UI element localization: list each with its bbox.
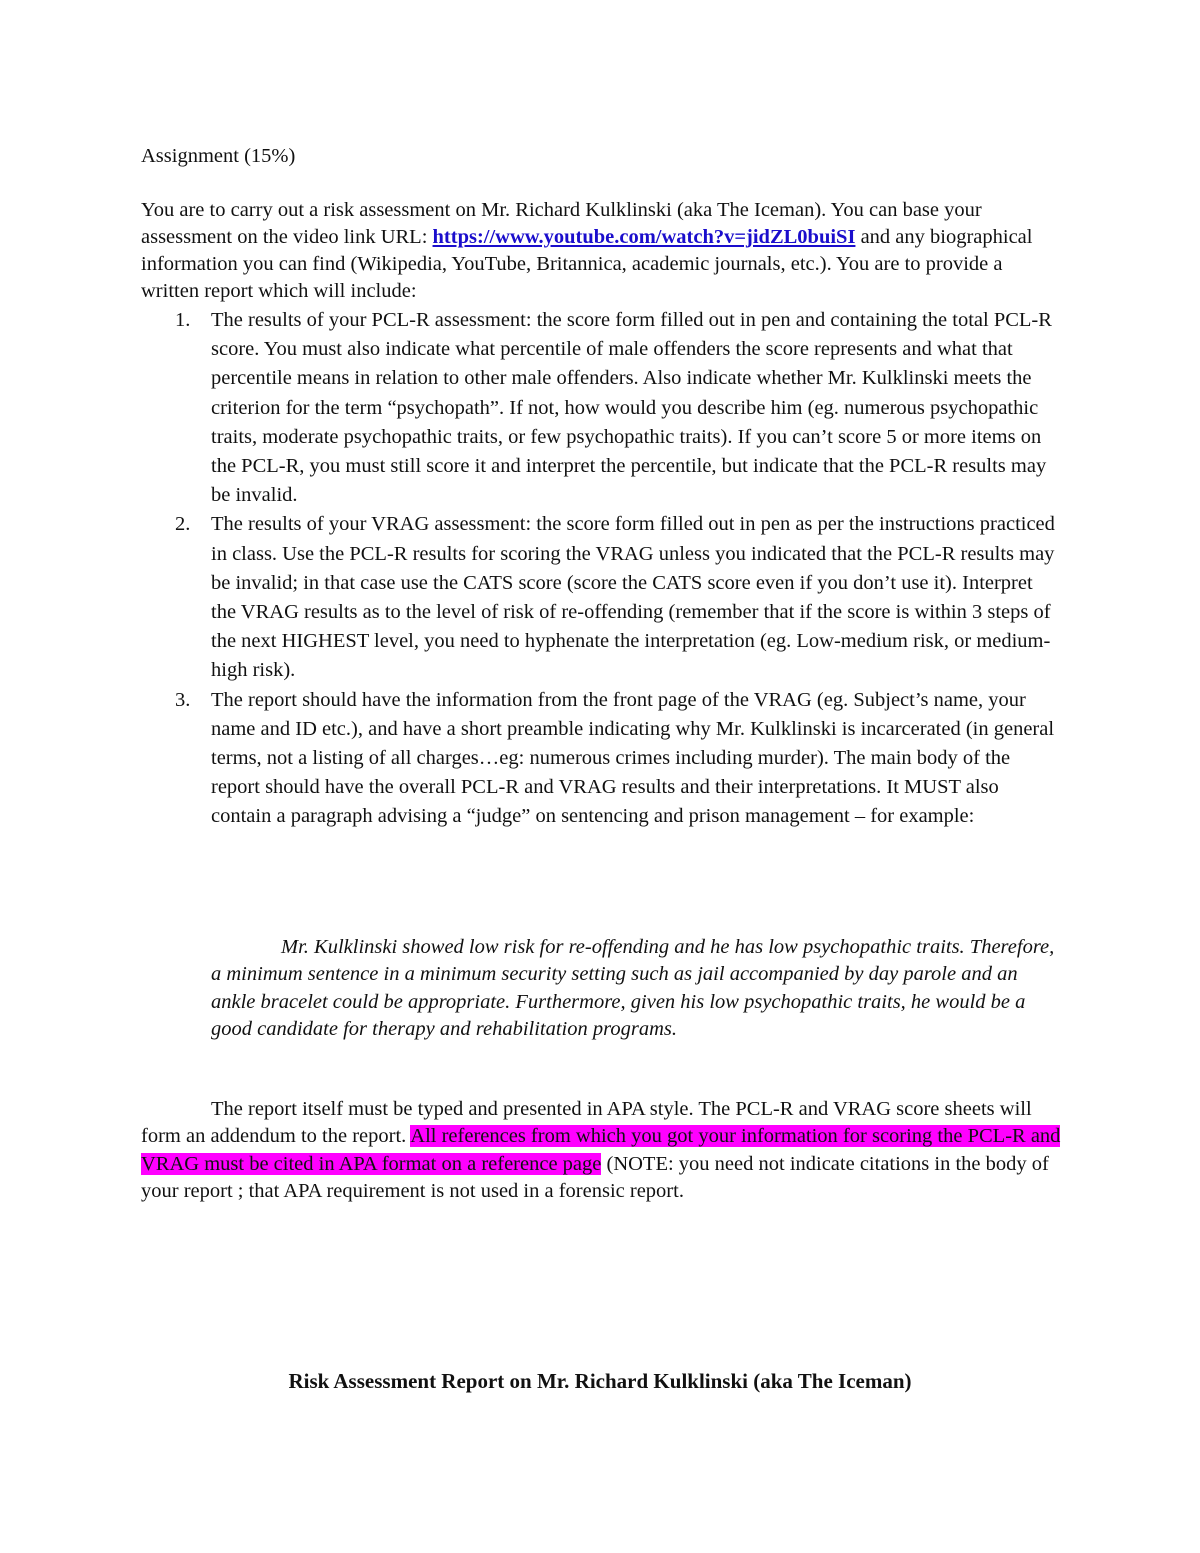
requirement-text: The results of your PCL-R assessment: the score form filled out in pen and containing the total PCL-R score. You must also indicate what percentile of male offenders the score represents and what that percentile means in relation to other male offenders. Also indicate whether Mr. Kulklinski meets the criterion for the term “psychopath”. If not, how would you describe him (eg. numerous psychopathic traits, moderate psychopathic traits, or few psychopathic traits). If you can’t score 5 or more items on the PCL-R, you must still score it and interpret the percentile, but indicate that the PCL-R results may be invalid. — [211, 309, 1052, 507]
requirement-number: 3. — [175, 688, 191, 711]
requirement-number: 2. — [175, 513, 191, 536]
requirement-item — [175, 510, 1061, 685]
example-paragraph: Mr. Kulklinski showed low risk for re-offending and he has low psychopathic traits. Therefore, a minimum sentence in a minimum security setting such as jail accompanied by day parole and an ankle bracelet could be appropriate. Furthermore, given his low psychopathic traits, he would be a good candidate for therapy and rehabilitation programs. — [211, 936, 1055, 1040]
requirement-item — [175, 306, 1061, 510]
closing-text-end: (NOTE: you need not indicate citations in the body of your report ; that APA requirement is not used in a forensic report. — [141, 1152, 1049, 1202]
requirement-item — [175, 686, 1061, 832]
intro-text-start: You are to carry out a risk assessment on Mr. Richard Kulklinski (aka The Iceman). You can base your assessment on the video link URL: — [141, 199, 982, 248]
requirements-list — [175, 306, 1061, 832]
requirement-text: The results of your VRAG assessment: the score form filled out in pen as per the instructions practiced in class. Use the PCL-R results for scoring the VRAG unless you indicated that the PCL-R results may be invalid; in that case use the CATS score (score the CATS score even if you don’t use it). Interpret the VRAG results as to the level of risk of re-offending (remember that if the score is within 3 steps of the next HIGHEST level, you need to hyphenate the interpretation (eg. Low-medium risk, or medium-high risk). — [211, 513, 1055, 682]
intro-paragraph — [141, 197, 1061, 305]
closing-paragraph — [141, 1096, 1061, 1205]
report-title: Risk Assessment Report on Mr. Richard Kulklinski (aka The Iceman) — [288, 1369, 912, 1393]
requirement-text: The report should have the information from the front page of the VRAG (eg. Subject’s name, your name and ID etc.), and have a short preamble indicating why Mr. Kulklinski is incarcerated (in general terms, not a listing of all charges…eg: numerous crimes including murder). The main body of the report should have the overall PCL-R and VRAG results and their interpretations. It MUST also contain a paragraph advising a “judge” on sentencing and prison management – for example: — [211, 688, 1055, 828]
video-link[interactable]: https://www.youtube.com/watch?v=jidZL0buiSI — [432, 226, 856, 248]
intro-text-end: and any biographical information you can find (Wikipedia, YouTube, Britannica, academic journals, etc.). You are to provide a written report which will include: — [141, 226, 1033, 302]
assignment-heading: Assignment (15%) — [141, 145, 296, 167]
requirement-number: 1. — [175, 309, 191, 331]
closing-text-start: The report itself must be typed and presented in APA style. The PCL-R and VRAG score sheets will form an addendum to the report. — [141, 1098, 1032, 1148]
highlighted-text: All references from which you got your information for scoring the PCL-R and VRAG must be cited in APA format on a reference page — [141, 1125, 1061, 1175]
